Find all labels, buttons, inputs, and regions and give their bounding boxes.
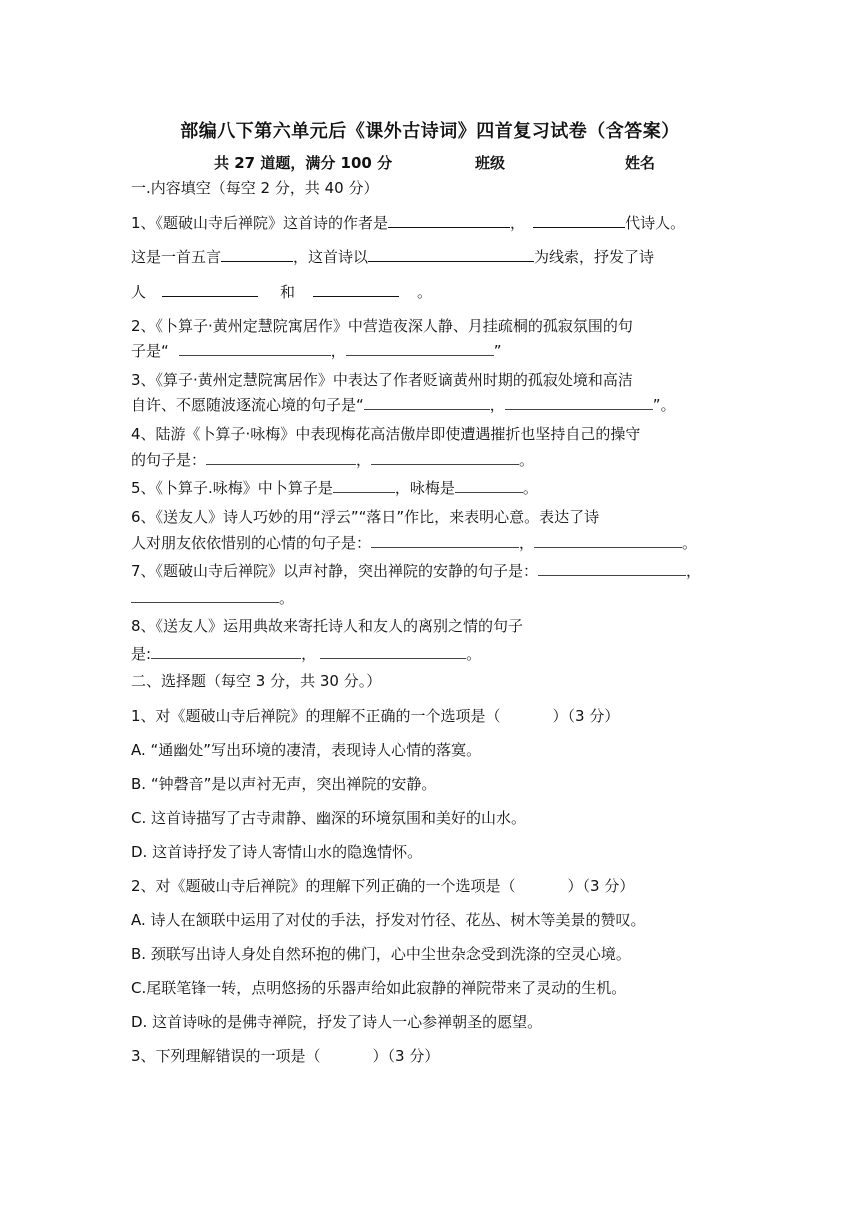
question-1-line3: 人 和 。 <box>131 283 433 301</box>
question-7-line2: 。 <box>131 588 731 608</box>
answer-blank[interactable] <box>333 478 395 493</box>
answer-blank[interactable] <box>455 478 523 493</box>
choice-1-option-c: C. 这首诗描写了古寺肃静、幽深的环境氛围和美好的山水。 <box>131 809 527 827</box>
answer-blank[interactable] <box>151 644 301 659</box>
answer-blank[interactable] <box>505 395 653 410</box>
answer-blank[interactable] <box>320 644 466 659</box>
question-8-line2: 是: ， 。 <box>131 645 482 663</box>
choice-2-option-b: B. 颈联写出诗人身处自然环抱的佛门，心中尘世杂念受到洗涤的空灵心境。 <box>131 945 631 963</box>
choice-question-2: 2、对《题破山寺后禅院》的理解下列正确的一个选项是（ ）（3 分） <box>131 877 635 895</box>
question-3-line1: 3、《算子·黄州定慧院寓居作》中表达了作者贬谪黄州时期的孤寂处境和高洁 <box>131 371 633 389</box>
answer-blank[interactable] <box>221 247 293 262</box>
name-label: 姓名 <box>625 154 656 172</box>
choice-1-option-b: B. “钟磬音”是以声衬无声，突出禅院的安静。 <box>131 775 437 793</box>
question-1-line1: 1、《题破山寺后禅院》这首诗的作者是 ， 代诗人。 <box>131 214 686 232</box>
answer-blank[interactable] <box>368 247 534 262</box>
choice-2-option-d: D. 这首诗咏的是佛寺禅院，抒发了诗人一心参禅朝圣的愿望。 <box>131 1013 543 1031</box>
section1-heading: 一.内容填空（每空 2 分，共 40 分） <box>131 179 379 197</box>
question-4-line1: 4、陆游《卜算子·咏梅》中表现梅花高洁傲岸即使遭遇摧折也坚持自己的操守 <box>131 425 641 443</box>
answer-blank[interactable] <box>346 341 494 356</box>
choice-question-1: 1、对《题破山寺后禅院》的理解不正确的一个选项是（ ）（3 分） <box>131 707 620 725</box>
answer-blank[interactable] <box>388 213 510 228</box>
question-2-line1: 2、《卜算子·黄州定慧院寓居作》中营造夜深人静、月挂疏桐的孤寂氛围的句 <box>131 317 633 335</box>
choice-question-3: 3、下列理解错误的一项是（ ）（3 分） <box>131 1047 440 1065</box>
question-3-line2: 自许、不愿随波逐流心境的句子是“ ， ”。 <box>131 396 676 414</box>
answer-blank[interactable] <box>364 395 490 410</box>
answer-blank[interactable] <box>533 213 625 228</box>
answer-blank[interactable] <box>538 561 686 576</box>
answer-blank[interactable] <box>131 588 279 603</box>
class-label: 班级 <box>475 154 506 172</box>
choice-2-option-a: A. 诗人在颔联中运用了对仗的手法，抒发对竹径、花丛、树木等美景的赞叹。 <box>131 911 646 929</box>
question-6-line1: 6、《送友人》诗人巧妙的用“浮云”“落日”作比，来表明心意。表达了诗 <box>131 508 600 526</box>
answer-blank[interactable] <box>534 533 682 548</box>
total-score-info: 共 27 道题，满分 100 分 <box>214 154 393 172</box>
choice-1-option-a: A. “通幽处”写出环境的凄清，表现诗人心情的落寞。 <box>131 741 482 759</box>
question-4-line2: 的句子是： ， 。 <box>131 451 535 469</box>
question-1-line2: 这是一首五言 ，这首诗以 为线索，抒发了诗 <box>131 248 655 266</box>
answer-blank[interactable] <box>313 282 399 297</box>
choice-1-option-d: D. 这首诗抒发了诗人寄情山水的隐逸情怀。 <box>131 843 423 861</box>
answer-blank[interactable] <box>162 282 258 297</box>
answer-blank[interactable] <box>371 450 519 465</box>
question-8-line1: 8、《送友人》运用典故来寄托诗人和友人的离别之情的句子 <box>131 617 524 635</box>
question-7-line1: 7、《题破山寺后禅院》以声衬静，突出禅院的安静的句子是： ， <box>131 562 702 580</box>
section2-heading: 二、选择题（每空 3 分，共 30 分。） <box>131 672 382 690</box>
choice-2-option-c: C.尾联笔锋一转，点明悠扬的乐器声给如此寂静的禅院带来了灵动的生机。 <box>131 979 627 997</box>
answer-blank[interactable] <box>179 341 331 356</box>
answer-blank[interactable] <box>206 450 356 465</box>
question-6-line2: 人对朋友依依惜别的心情的句子是： ， 。 <box>131 534 698 552</box>
question-2-line2: 子是“ ， ” <box>131 342 502 360</box>
answer-blank[interactable] <box>371 533 519 548</box>
page-title: 部编八下第六单元后《课外古诗词》四首复习试卷（含答案） <box>180 121 680 142</box>
question-5: 5、《卜算子.咏梅》中卜算子是 ，咏梅是 。 <box>131 479 538 497</box>
